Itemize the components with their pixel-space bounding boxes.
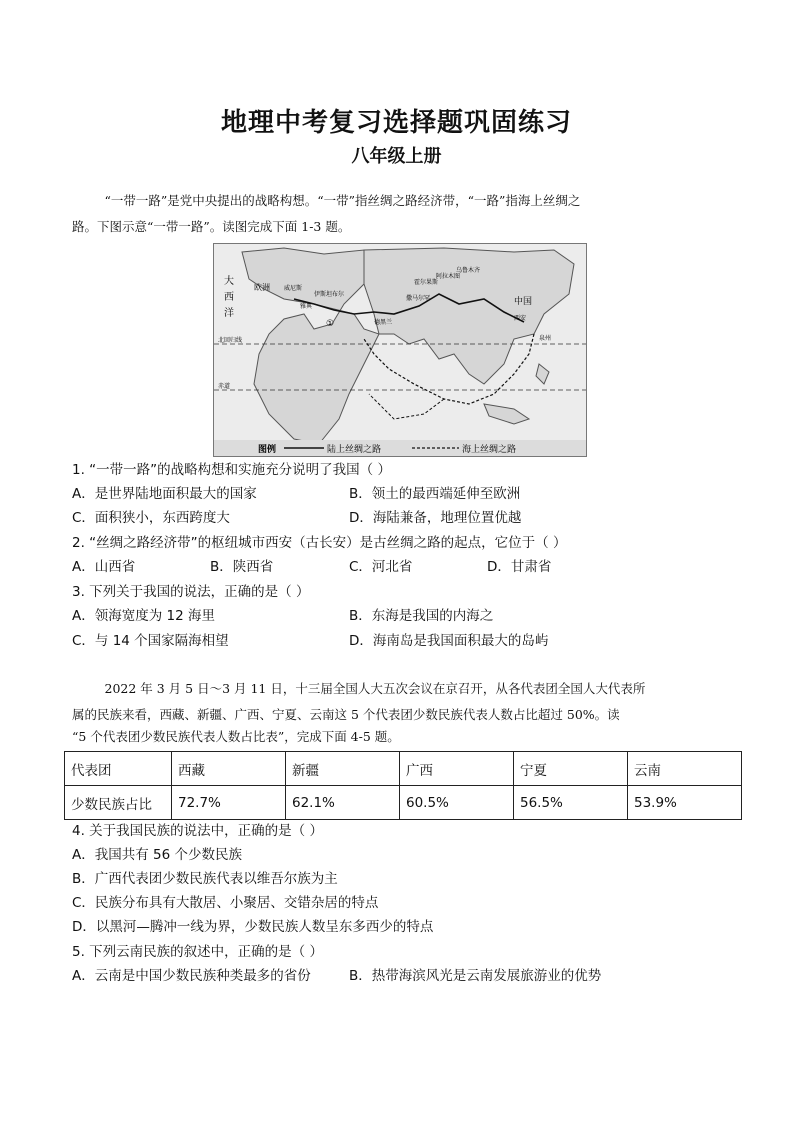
page-title: 地理中考复习选择题巩固练习	[220, 108, 572, 138]
table-cell: 少数民族占比	[65, 786, 172, 820]
map-label: ①	[326, 319, 335, 329]
question-1-option-c[interactable]: C．面积狭小，东西跨度大	[72, 510, 230, 526]
question-2-option-a[interactable]: A．山西省	[72, 559, 136, 575]
question-3-stem: 3. 下列关于我国的说法，正确的是（ ）	[72, 584, 310, 600]
question-2-stem: 2. “丝绸之路经济带”的枢纽城市西安（古长安）是古丝绸之路的起点，它位于（ ）	[72, 535, 567, 551]
table-cell: 新疆	[286, 752, 400, 786]
legend-land-label: 陆上丝绸之路	[327, 445, 382, 455]
question-3-option-b[interactable]: B．东海是我国的内海之	[349, 608, 494, 624]
map-label: 德黑兰	[374, 319, 393, 326]
map-label: 撒马尔罕	[406, 295, 431, 302]
question-1-stem: 1. “一带一路”的战略构想和实施充分说明了我国（ ）	[72, 462, 391, 478]
table-cell: 62.1%	[286, 786, 400, 820]
table-cell: 72.7%	[172, 786, 286, 820]
question-1-option-d[interactable]: D．海陆兼备，地理位置优越	[349, 510, 522, 526]
map-svg	[214, 244, 586, 456]
map-label: 威尼斯	[284, 285, 303, 292]
question-3-option-d[interactable]: D．海南岛是我国面积最大的岛屿	[349, 633, 549, 649]
table-cell: 宁夏	[514, 752, 628, 786]
map-label: 西安	[514, 315, 527, 322]
map-label: 大	[224, 276, 234, 287]
map-label: 赤道	[218, 383, 231, 390]
table-cell: 云南	[628, 752, 742, 786]
question-2-option-c[interactable]: C．河北省	[349, 559, 413, 575]
map-label: 泉州	[539, 335, 552, 342]
map-label: 中国	[514, 297, 533, 307]
table-cell: 60.5%	[400, 786, 514, 820]
map-label: 乌鲁木齐	[456, 267, 481, 274]
map-label: 北回归线	[218, 337, 243, 344]
table-row	[65, 786, 742, 820]
question-4-option-a[interactable]: A．我国共有 56 个少数民族	[72, 847, 242, 863]
map-label: 洋	[224, 308, 234, 319]
question-4-option-d[interactable]: D．以黑河—腾冲一线为界，少数民族人数呈东多西少的特点	[72, 919, 434, 935]
section2-intro-line2: 属的民族来看，西藏、新疆、广西、宁夏、云南这 5 个代表团少数民族代表人数占比超过 50%。读	[72, 707, 620, 722]
map-label: 伊斯坦布尔	[314, 291, 345, 298]
minority-ratio-table	[64, 751, 742, 820]
question-2-option-d[interactable]: D．甘肃省	[487, 559, 552, 575]
section2-intro-line3: “5 个代表团少数民族代表人数占比表”，完成下面 4-5 题。	[72, 729, 400, 744]
question-4-option-b[interactable]: B．广西代表团少数民族代表以维吾尔族为主	[72, 871, 338, 887]
question-2-option-b[interactable]: B．陕西省	[210, 559, 274, 575]
question-5-option-b[interactable]: B．热带海滨风光是云南发展旅游业的优势	[349, 968, 602, 984]
table-cell: 56.5%	[514, 786, 628, 820]
legend-sea-label: 海上丝绸之路	[462, 445, 517, 455]
section1-intro-line2: 路。下图示意“一带一路”。读图完成下面 1-3 题。	[72, 219, 351, 234]
question-5-option-a[interactable]: A．云南是中国少数民族种类最多的省份	[72, 968, 311, 984]
question-3-option-c[interactable]: C．与 14 个国家隔海相望	[72, 633, 229, 649]
question-4-option-c[interactable]: C．民族分布具有大散居、小聚居、交错杂居的特点	[72, 895, 379, 911]
table-cell: 53.9%	[628, 786, 742, 820]
question-4-stem: 4. 关于我国民族的说法中，正确的是（ ）	[72, 823, 323, 839]
table-cell: 代表团	[65, 752, 172, 786]
table-cell: 西藏	[172, 752, 286, 786]
question-1-option-b[interactable]: B．领土的最西端延伸至欧洲	[349, 486, 521, 502]
section2-intro-line1: 2022 年 3 月 5 日～3 月 11 日，十三届全国人大五次会议在京召开，从各代表团全国人大代表所	[104, 681, 646, 696]
legend-title: 图例	[258, 445, 277, 455]
table-cell: 广西	[400, 752, 514, 786]
map-label: 霍尔果斯	[414, 279, 439, 286]
map-label: 西	[224, 292, 234, 303]
map-label: 阿拉木图	[436, 273, 461, 280]
question-5-stem: 5. 下列云南民族的叙述中，正确的是（ ）	[72, 944, 323, 960]
table-row	[65, 752, 742, 786]
question-3-option-a[interactable]: A．领海宽度为 12 海里	[72, 608, 215, 624]
map-label: 雅典	[300, 303, 313, 310]
belt-and-road-map	[213, 243, 587, 457]
map-label: 欧洲	[254, 283, 270, 292]
section1-intro-line1: “一带一路”是党中央提出的战略构想。“一带”指丝绸之路经济带，“一路”指海上丝绸之	[104, 193, 581, 208]
question-1-option-a[interactable]: A．是世界陆地面积最大的国家	[72, 486, 257, 502]
page-subtitle: 八年级上册	[351, 146, 442, 167]
